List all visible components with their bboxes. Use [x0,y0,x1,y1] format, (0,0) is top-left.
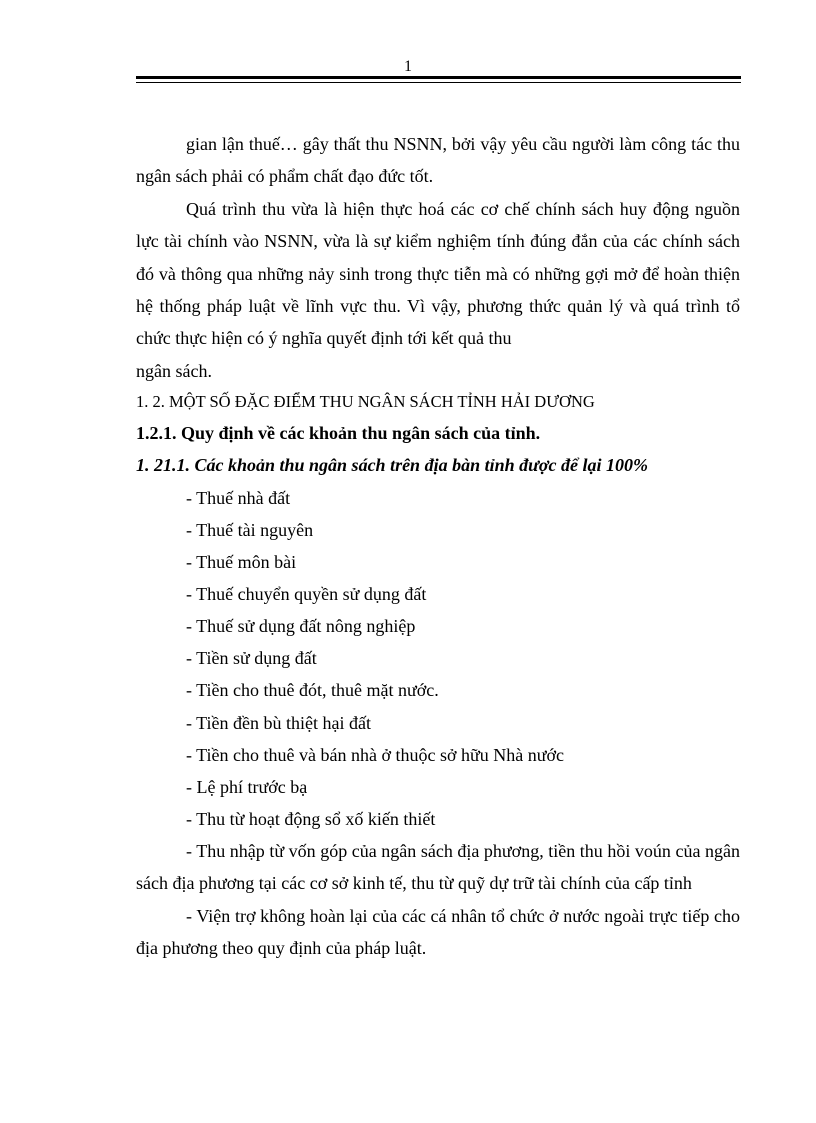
list-item: - Thuế nhà đất [186,487,291,508]
header-rule-thin [136,82,741,83]
list-item: - Tiền đền bù thiệt hại đất [186,712,371,733]
page-number: 1 [404,58,412,75]
list-item: - Thuế môn bài [186,552,297,573]
paragraph: gian lận thuế… gây thất thu NSNN, bởi vậy yêu cầu người làm công tác thu ngân sách phải có phẩm chất đạo đức tốt. [136,134,740,187]
paragraph: Quá trình thu vừa là hiện thực hoá các cơ chế chính sách huy động nguồn lực tài chính vào NSNN, vừa là sự kiểm nghiệm tính đúng đắn của các chính sách đó và thông qua những nảy sinh trong thực tiễn mà có những gợi mở để hoàn thiện hệ thống pháp luật về lĩnh vực thu. Vì vậy, phương thức quản lý và quá trình tổ chức thực hiện có ý nghĩa quyết định tới kết quả thu [136,198,740,349]
list-item: - Lệ phí trước bạ [186,776,308,797]
subsubsection-heading: 1. 21.1. Các khoản thu ngân sách trên địa bàn tỉnh được để lại 100% [136,454,649,475]
list-item: - Tiền sử dụng đất [186,648,317,669]
list-item: - Thuế tài nguyên [186,519,314,540]
header-rule-thick [136,76,741,79]
list-item: - Tiền cho thuê đót, thuê mặt nước. [186,680,439,701]
list-item-long: - Viện trợ không hoàn lại của các cá nhân tổ chức ở nước ngoài trực tiếp cho địa phương theo quy định của pháp luật. [136,905,740,959]
list-item: - Thuế sử dụng đất nông nghiệp [186,616,416,637]
section-heading: 1. 2. MỘT SỐ ĐẶC ĐIỂM THU NGÂN SÁCH TỈNH HẢI DƯƠNG [136,391,595,411]
subsection-heading: 1.2.1. Quy định về các khoản thu ngân sách của tỉnh. [136,422,541,443]
list-item: - Tiền cho thuê và bán nhà ở thuộc sở hữu Nhà nước [186,744,565,765]
list-item: - Thuế chuyển quyền sử dụng đất [186,584,427,605]
list-item-long: - Thu nhập từ vốn góp của ngân sách địa phương, tiền thu hồi voún của ngân sách địa phương tại các cơ sở kinh tế, thu từ quỹ dự trữ tài chính của cấp tỉnh [136,840,740,894]
document-body [136,128,740,965]
list-item: - Thu từ hoạt động sổ xố kiến thiết [186,808,436,829]
paragraph-tail: ngân sách. [136,360,212,381]
